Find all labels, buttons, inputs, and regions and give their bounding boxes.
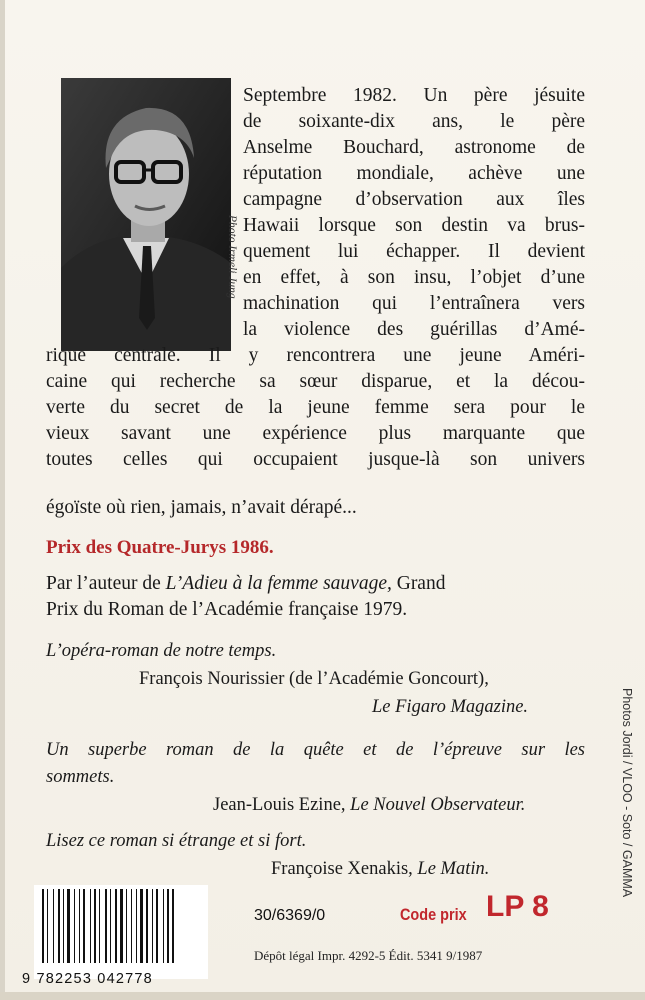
review-publication: Le Nouvel Observateur. (350, 795, 526, 815)
synopsis-line: rique centrale. Il y rencontrera une jeune Améri- (46, 345, 585, 366)
synopsis-line: de soixante-dix ans, le père (243, 111, 585, 132)
synopsis-line: campagne d’observation aux îles (243, 189, 585, 210)
barcode-bar (67, 889, 70, 963)
synopsis-line: en effet, à son insu, l’objet d’une (243, 267, 585, 288)
cover-edge-bottom (0, 992, 645, 1000)
author-note-line-1 (46, 573, 445, 595)
barcode-bar (120, 889, 123, 963)
cover-edge (0, 0, 5, 1000)
price-code-label: Code prix (400, 905, 467, 924)
photo-credit: Photo Irmeli Jung (226, 215, 238, 299)
review-attribution (271, 859, 489, 880)
prize-heading: Prix des Quatre-Jurys 1986. (46, 537, 274, 558)
synopsis-line: quement lui échapper. Il devient (243, 241, 585, 262)
legal-deposit: Dépôt légal Impr. 4292-5 Édit. 5341 9/1987 (254, 948, 483, 963)
synopsis-line: verte du secret de la jeune femme sera pour le (46, 397, 585, 418)
barcode-bar (42, 889, 44, 963)
synopsis-line: Hawaii lorsque son destin va brus- (243, 215, 585, 236)
photo-credits-text: Photos Jordi / VLOO - Soto / GAMMA (620, 688, 634, 898)
author-photo (61, 78, 231, 351)
barcode-bar (126, 889, 127, 963)
reference-code: 30/6369/0 (254, 907, 326, 924)
barcode-bar (90, 889, 91, 963)
barcode-bar (53, 889, 54, 963)
review-publication: Le Figaro Magazine. (372, 697, 529, 717)
review-publication: Le Matin. (417, 859, 490, 879)
review-author: Jean-Louis Ezine, (213, 795, 351, 815)
synopsis-line: la violence des guérillas d’Amé- (243, 319, 585, 340)
barcode-bar (58, 889, 60, 963)
barcode-bar (131, 889, 132, 963)
barcode-bar (63, 889, 64, 963)
isbn-digits: 9 782253 042778 (22, 971, 153, 987)
barcode-bar (167, 889, 169, 963)
photo-credits-vertical (618, 688, 638, 978)
review-quote: sommets. (46, 767, 115, 787)
synopsis-line: caine qui recherche sa sœur disparue, et la décou- (46, 371, 585, 392)
barcode-bar (115, 889, 117, 963)
barcode-bar (105, 889, 107, 963)
synopsis-line: Anselme Bouchard, astronome de (243, 137, 585, 158)
barcode-bar (136, 889, 137, 963)
synopsis-line: machination qui l’entraînera vers (243, 293, 585, 314)
synopsis-line: toutes celles qui occupaient jusque-là son univers (46, 449, 585, 470)
isbn-barcode (34, 885, 208, 979)
review-quote: L’opéra-roman de notre temps. (46, 641, 277, 661)
barcode-bars (34, 885, 208, 967)
price-code-value: LP 8 (486, 890, 549, 923)
review-attribution (213, 795, 525, 816)
author-previous-title: L’Adieu à la femme sauvage, (165, 573, 392, 594)
synopsis-line: vieux savant une expérience plus marquante que (46, 423, 585, 444)
author-note-suffix: Grand (391, 573, 446, 594)
author-note-line-2: Prix du Roman de l’Académie française 1979. (46, 599, 408, 620)
barcode-bar (99, 889, 100, 963)
review-quote: Lisez ce roman si étrange et si fort. (46, 831, 307, 851)
barcode-bar (110, 889, 111, 963)
synopsis-line: égoïste où rien, jamais, n’avait dérapé... (46, 497, 357, 518)
barcode-bar (140, 889, 143, 963)
synopsis-line: Septembre 1982. Un père jésuite (243, 85, 585, 106)
barcode-bar (156, 889, 158, 963)
barcode-bar (146, 889, 148, 963)
barcode-bar (94, 889, 96, 963)
review-quote: Un superbe roman de la quête et de l’épreuve sur les (46, 740, 585, 760)
barcode-bar (172, 889, 174, 963)
barcode-bar (152, 889, 153, 963)
barcode-bar (83, 889, 85, 963)
author-note-prefix: Par l’auteur de (46, 573, 166, 594)
review-author: Françoise Xenakis, (271, 859, 418, 879)
barcode-bar (47, 889, 48, 963)
review-attribution: François Nourissier (de l’Académie Goncourt), (139, 669, 489, 689)
barcode-bar (163, 889, 164, 963)
barcode-bar (74, 889, 75, 963)
barcode-bar (79, 889, 80, 963)
synopsis-line: réputation mondiale, achève une (243, 163, 585, 184)
